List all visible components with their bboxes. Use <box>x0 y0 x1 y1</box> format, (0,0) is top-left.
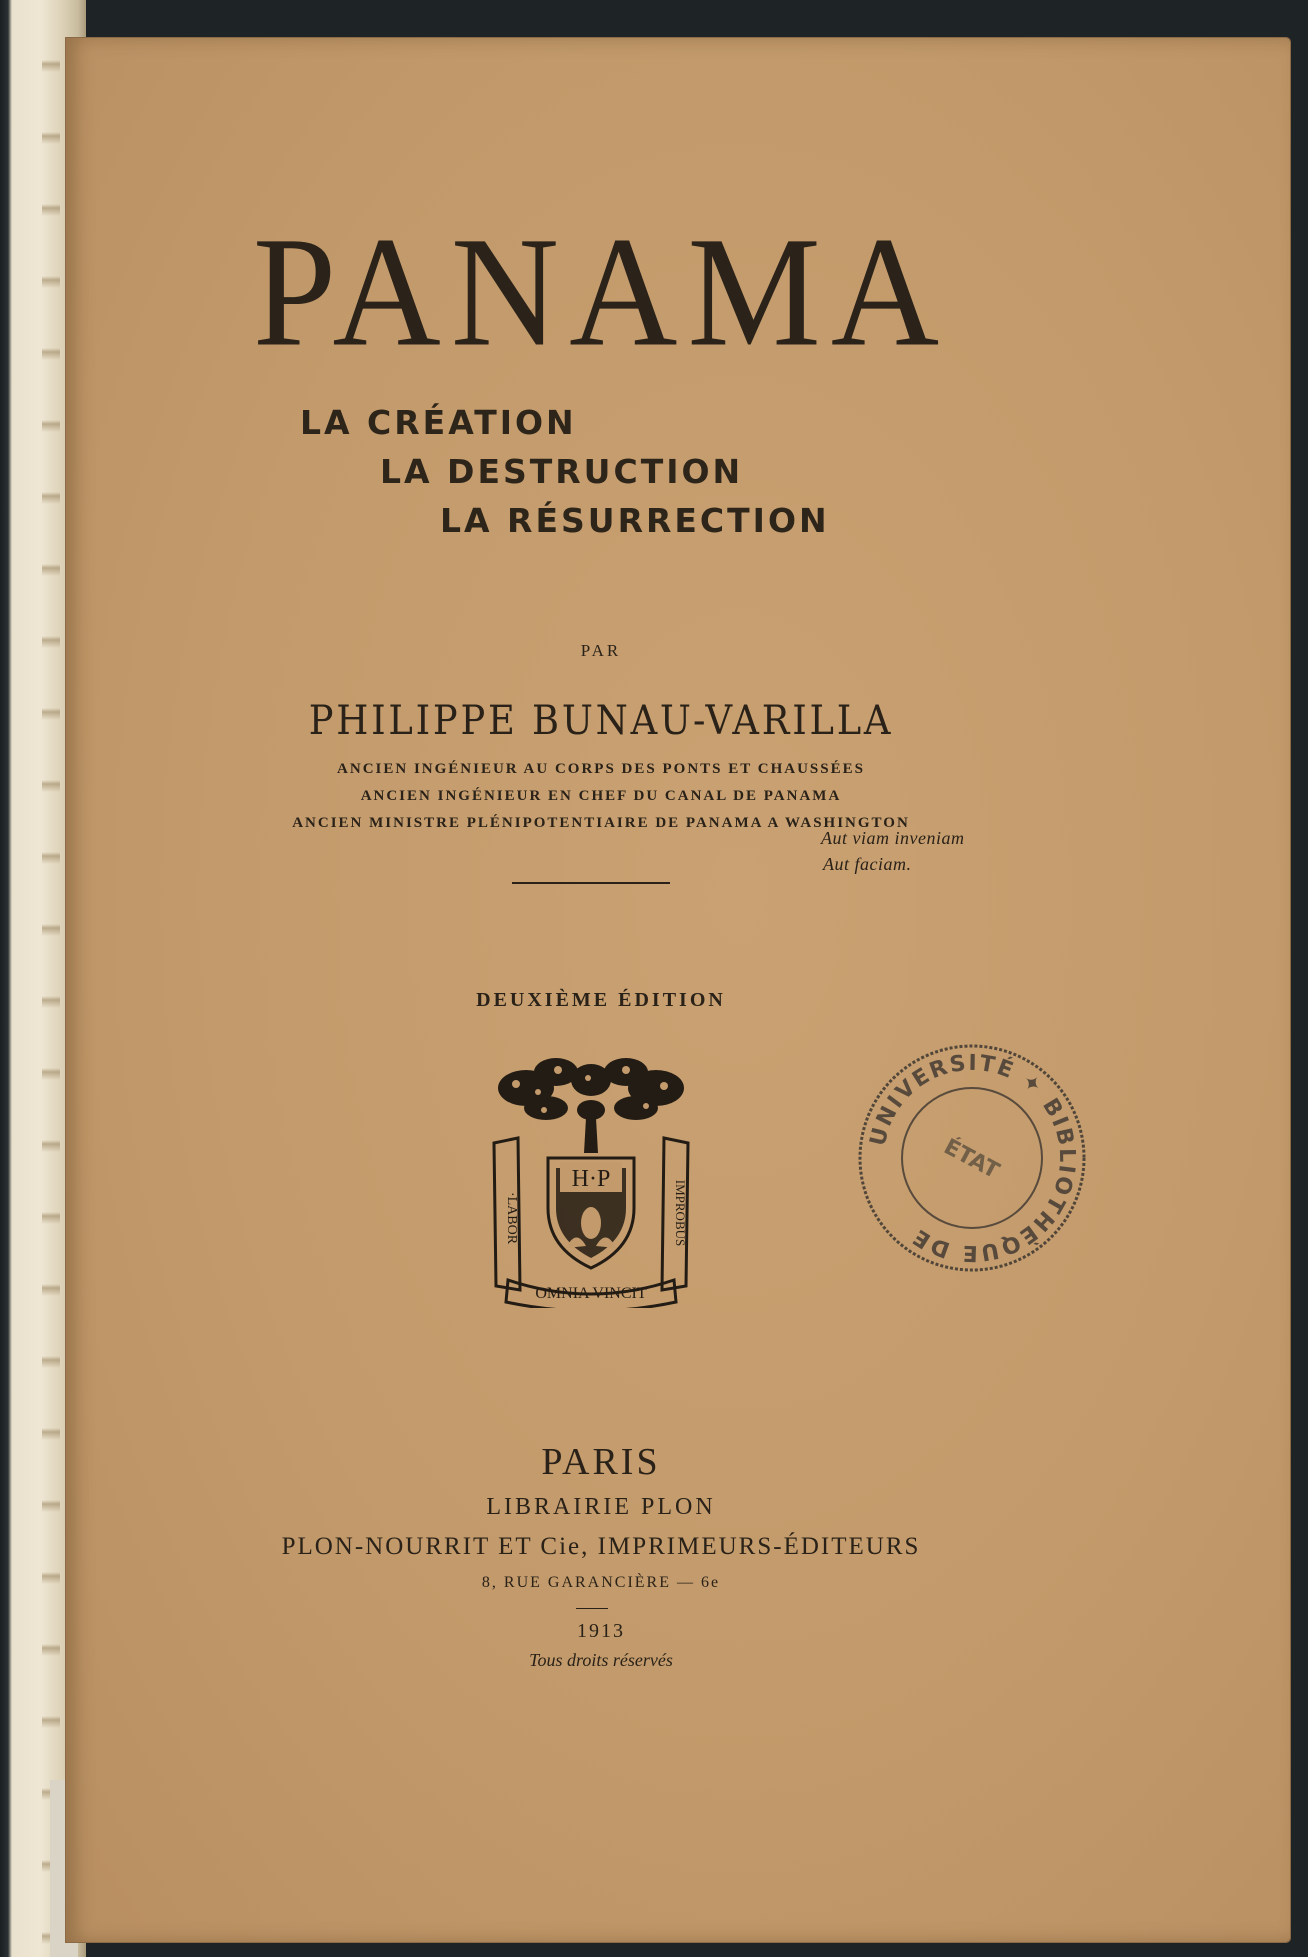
book-title: PANAMA <box>252 204 950 380</box>
imprint-short-rule <box>576 1608 608 1609</box>
author-name: PHILIPPE BUNAU-VARILLA <box>308 698 894 744</box>
title-page <box>66 38 1290 1942</box>
credential-line-2: ANCIEN INGÉNIEUR EN CHEF DU CANAL DE PANAMA <box>360 788 842 804</box>
imprint-publisher: PLON-NOURRIT ET Cie, IMPRIMEURS-ÉDITEURS <box>281 1533 921 1560</box>
by-label: PAR <box>580 641 622 660</box>
stamp-seal <box>852 1038 1092 1278</box>
device-right-band-text: IMPROBUS <box>673 1179 688 1247</box>
stamp-center-text: ÉTAT <box>939 1134 1004 1185</box>
subtitle-destruction: LA DESTRUCTION <box>380 452 744 491</box>
device-left-band-text: ·LABOR <box>504 1191 519 1245</box>
device-monogram: H·P <box>571 1166 611 1192</box>
credential-line-1: ANCIEN INGÉNIEUR AU CORPS DES PONTS ET CHAUSSÉES <box>337 761 865 777</box>
library-ownership-stamp <box>852 1038 1092 1278</box>
imprint-library: LIBRAIRIE PLON <box>486 1494 716 1520</box>
stamp-ring-text: UNIVERSITÉ ✦ BIBLIOTHÈQUE DE <box>865 1050 1080 1266</box>
edition-label: DEUXIÈME ÉDITION <box>476 989 726 1011</box>
printers-device-illustration <box>486 1058 696 1308</box>
subtitle-resurrection: LA RÉSURRECTION <box>440 501 830 540</box>
imprint-address: 8, RUE GARANCIÈRE — 6e <box>481 1574 721 1591</box>
frayed-binding-edge <box>42 0 60 1957</box>
subtitle-creation: LA CRÉATION <box>300 403 577 442</box>
credential-line-3: ANCIEN MINISTRE PLÉNIPOTENTIAIRE DE PANAMA A WASHINGTON <box>292 815 910 831</box>
printers-device-emblem <box>486 1058 696 1308</box>
rights-notice: Tous droits réservés <box>529 1650 673 1670</box>
device-bottom-band-text: OMNIA VINCIT <box>535 1285 647 1302</box>
publication-year: 1913 <box>577 1620 625 1642</box>
motto-line-1: Aut viam inveniam <box>821 828 965 848</box>
imprint-city: PARIS <box>541 1441 661 1483</box>
motto-line-2: Aut faciam. <box>823 854 912 874</box>
divider-rule <box>512 882 670 884</box>
